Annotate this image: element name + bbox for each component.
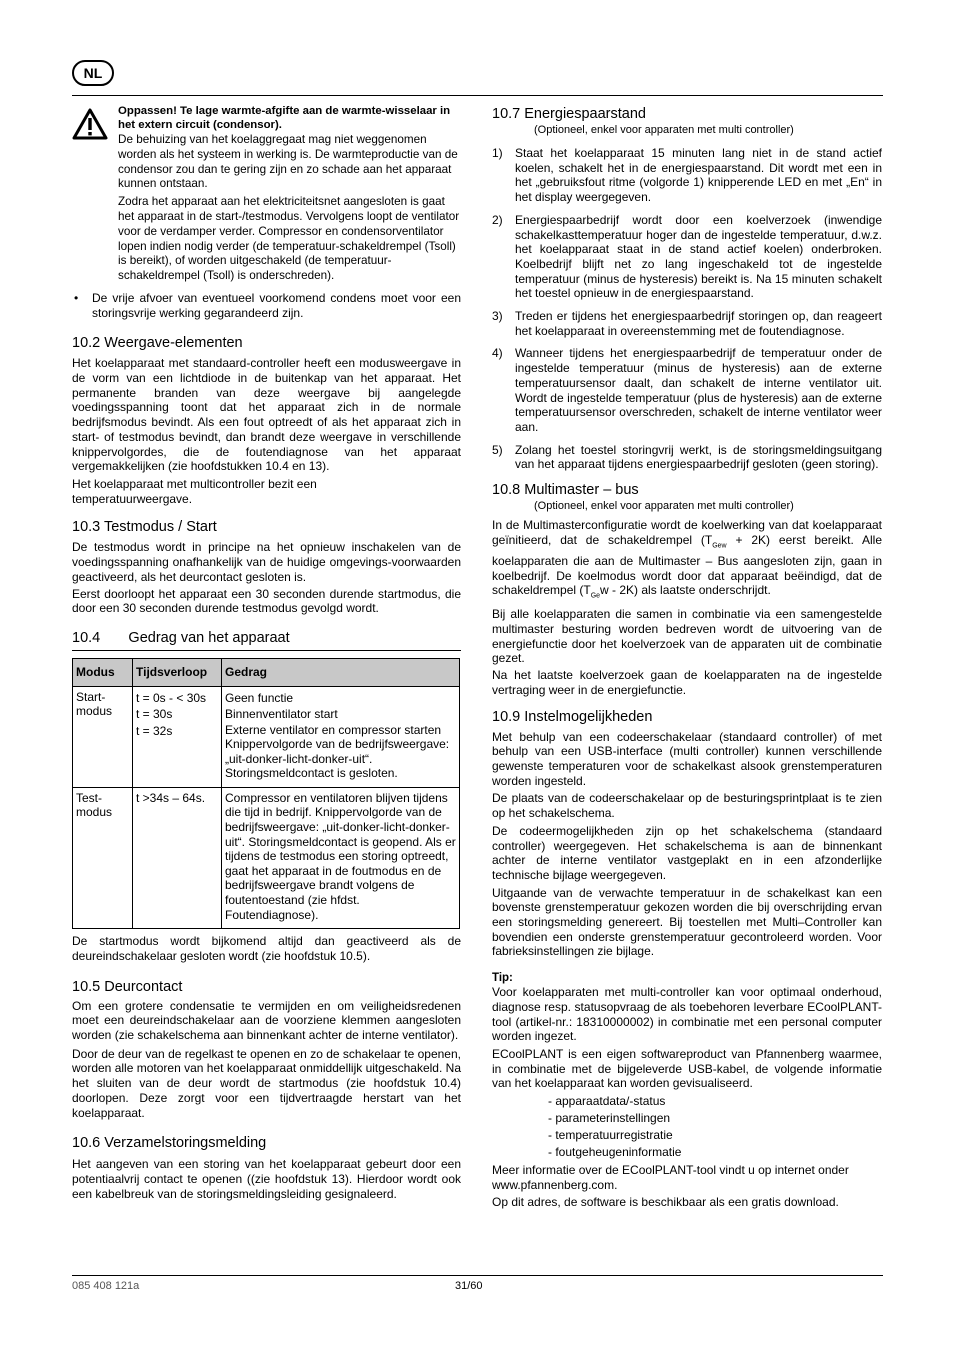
section-heading-10-2: 10.2 Weergave-elementen <box>72 335 243 352</box>
tip-label: Tip: <box>492 972 513 985</box>
paragraph: De testmodus wordt in principe na het opnieuw inschakelen van de voedingsspanning onafhankelijk van de huidige omgevings-voorwaarden geactiveerd, als het deurcontact gesloten is. <box>72 540 461 584</box>
list-item: - parameterinstellingen <box>548 1111 671 1126</box>
table-header: Tijdsverloop <box>133 658 222 686</box>
section-heading-10-9: 10.9 Instelmogelijkheden <box>492 708 653 725</box>
warning-paragraph: De behuizing van het koelaggregaat mag niet weggenomen worden als het systeem in werking is. De warmteproductie van de condensor zou dan te gering zijn en zo schade aan het apparaat kunnen ontstaan. <box>118 133 458 191</box>
table-row <box>73 686 460 787</box>
list-text: Wanneer tijdens het energiespaarbedrijf de temperatuur onder de ingestelde temperatuur (minus de hysteresis) aan de externe temperatuursensor daalt, dan schakelt de interne ventilator uit. Wordt de ingestelde temperatuur (plus de hysteresis) aan de externe temperatuursensor overschreden, schakelt de interne ventilator weer aan. <box>515 346 882 434</box>
footer-rule <box>72 1275 883 1276</box>
header-rule <box>72 95 883 96</box>
language-badge: NL <box>72 60 114 86</box>
section-heading-10-8: 10.8 Multimaster – bus <box>492 482 639 499</box>
numbered-list <box>492 146 882 472</box>
text-run: + 2K) eerst bereikt. Alle koelapparaten die aan de Multimaster – Bus aangesloten zijn, gaan in koelbedrijf. De koelmodus wordt door dat apparaat beëindigd, dat de schakeldrempel (T <box>492 532 882 598</box>
list-number: 5) <box>492 442 503 457</box>
list-item: - apparaatdata/-status <box>548 1094 666 1109</box>
tip-list <box>492 1093 882 1161</box>
warning-paragraph: Zodra het apparaat aan het elektriciteitsnet aangesloten is gaat het apparaat in de start-/testmodus. Vervolgens loopt de ventilator voor de verdamper verder. Compressor en condensorventilator lopen indien nodig verder (de temperatuur-schakeldrempel (Tsoll) is bereikt), of worden uitgeschakeld (de temperatuur-schakeldrempel (Tsoll) is onderschreden). <box>118 195 460 283</box>
table-cell: Compressor en ventilatoren blijven tijdens die tijd in bedrijf. Knippervolgorde van de bedrijfsweergave: „uit-donker-licht-donker-uit“. Storingsmeldcontact is geopend. Als er tijdens de testmodus een storing optreedt, gaat het apparaat in de foutmodus en de bedrijfsweergave brandt volgens de foutentoestand (zie hfdst. Foutendiagnose). <box>222 787 460 928</box>
table-rule <box>72 650 461 651</box>
table-header-row <box>73 658 460 686</box>
list-item <box>492 346 882 434</box>
left-column <box>72 104 461 1201</box>
list-item <box>492 443 882 472</box>
paragraph: ECoolPLANT is een eigen softwareproduct van Pfannenberg waarmee, in combinatie met de bijgeleverde USB-kabel, de volgende informatie van het koelapparaat kan worden gevisualiseerd. <box>492 1046 882 1091</box>
subscript: Gew <box>712 542 727 550</box>
list-text: Zolang het toestel storingvrij werkt, is de storingsmeldingsuitgang van het apparaat tijdens energiespaarbedrijf gesloten (geen storing). <box>515 442 882 472</box>
section-heading-10-4 <box>72 630 461 647</box>
table-cell: t >34s – 64s. <box>133 787 222 928</box>
table-header: Gedrag <box>222 658 460 686</box>
list-item <box>492 309 882 338</box>
table-cell: t = 0s - < 30s t = 30s t = 32s <box>133 686 222 787</box>
paragraph: Met behulp van een codeerschakelaar (standaard controller) of met behulp van een USB-interface (multi controller) kunnen verschillende gewenste temperaturen voor de schakelkast alsook grenstemperaturen worden ingesteld. <box>492 729 882 788</box>
list-number: 2) <box>492 212 503 227</box>
page-number: 31/60 <box>455 1280 483 1292</box>
list-item: - temperatuurregistratie <box>548 1128 673 1143</box>
list-text: Energiespaarbedrijf wordt door een koelverzoek (inwendige schakelkasttemperatuur hoger dan de ingestelde temperatuur, d.w.z. het koelapparaat staat in de stand actief koelen) onderbroken. Koelbedrijf blijft net zo lang ingeschakeld tot de ingestelde temperatuur (minus de hysteresis) bereikt is. Na 15 minuten schakelt het toestel opnieuw in de energiespaarstand. <box>515 212 882 301</box>
bullet-icon: • <box>74 290 79 305</box>
document-number: 085 408 121a <box>72 1280 140 1292</box>
list-number: 1) <box>492 146 503 160</box>
text-run: In de Multimasterconfiguratie wordt de koelwerking van dat koelapparaat geïnitieerd, dat de schakeldrempel (T <box>492 518 882 547</box>
paragraph: Meer informatie over de ECoolPLANT-tool vindt u op internet onder www.pfannenberg.com. <box>492 1163 849 1192</box>
paragraph: De startmodus wordt bijkomend altijd dan geactiveerd als de deureindschakelaar gesloten wordt (zie hoofdstuk 10.5). <box>72 934 461 963</box>
right-column <box>492 106 882 1210</box>
list-text: Treden er tijdens het energiespaarbedrijf storingen op, dan reageert het koelapparaat in overeenstemming met de foutendiagnose. <box>515 309 882 338</box>
paragraph: De codeermogelijkheden zijn op het schakelschema (standaard controller) weergegeven. Het schakelschema is aan de binnenkant achter de interne ventilator vastgeplakt en in een afzonderlijke technische bijlage weergegeven. <box>492 823 882 882</box>
table-cell <box>222 686 460 787</box>
cell-line: Externe ventilator en compressor starten Knippervolgorde van de bedrijfsweergave: „uit-donker-licht-donker-uit“. Storingsmeldcontact is gesloten. <box>225 722 450 781</box>
list-number: 4) <box>492 346 503 361</box>
section-heading-10-7: 10.7 Energiespaarstand <box>492 106 646 122</box>
paragraph: Eerst doorloopt het apparaat een 30 seconden durende startmodus, die door een 30 seconden durende testmodus gevolgd wordt. <box>72 586 461 616</box>
list-item <box>492 213 882 301</box>
paragraph <box>492 518 882 604</box>
warning-block <box>72 104 461 284</box>
list-number: 3) <box>492 309 503 324</box>
table-row <box>73 787 460 928</box>
cell-line: Binnenventilator start <box>225 707 338 722</box>
bullet-item <box>72 291 461 320</box>
paragraph: Het aangeven van een storing van het koelapparaat gebeurt door een potentiaalvrij contact te openen ((zie hoofdstuk 13). Hierdoor wordt ook een kabelbreuk van de storingsmeldingsleiding gesignaleerd. <box>72 1157 461 1201</box>
list-item <box>492 146 882 205</box>
paragraph: Door de deur van de regelkast te openen en zo de schakelaar te openen, worden alle motoren van het koelapparaat onmiddellijk uitgeschakeld. Na het sluiten van de deur wordt de startmodus (zie hoofdstuk 10.4) doorlopen. Deze zorgt voor een tijdvertraagde herstart van het koelapparaat. <box>72 1046 461 1120</box>
warning-icon <box>72 104 118 284</box>
list-item: - foutgeheugeninformatie <box>548 1145 682 1160</box>
paragraph: Op dit adres, de software is beschikbaar als een gratis download. <box>492 1195 839 1210</box>
paragraph: Na het laatste koelverzoek gaan de koelapparaten na de ingestelde vertraging weer in de energiefunctie. <box>492 668 882 697</box>
cell-line: Geen functie <box>225 690 294 705</box>
text-run: w - 2K) als laatste onderschrijdt. <box>600 583 771 598</box>
section-heading-10-6: 10.6 Verzamelstoringsmelding <box>72 1135 267 1152</box>
subscript: Ge <box>590 592 601 600</box>
behaviour-table <box>72 658 460 929</box>
paragraph: Voor koelapparaten met multi-controller kan voor optimaal onderhoud, diagnose resp. statusopvraag de als toebehoren leverbare ECoolPLANT-tool (artikel-nr.: 18310000002) in combinatie met een personal computer worden ingezet. <box>492 985 882 1044</box>
section-heading-10-3: 10.3 Testmodus / Start <box>72 519 217 536</box>
paragraph: Uitgaande van de verwachte temperatuur in de schakelkast kan een bovenste grenstemperatuur gekozen worden die bij overschrijding ervan een storingsmelding genereert. Bij toestellen met Multi–Controller kan bovendien een onderste grenstemperatuur gecontroleerd worden. Voor fabrieksinstellingen zie bijlage. <box>492 885 882 959</box>
section-heading-text: 10.4 Gedrag van het apparaat <box>72 629 290 646</box>
warning-title: Oppassen! Te lage warmte-afgifte aan de warmte-wisselaar in het extern circuit (condensor). <box>118 105 451 131</box>
table-cell: Test- modus <box>73 787 133 928</box>
table-cell: Start- modus <box>73 686 133 787</box>
paragraph: Om een grotere condensatie te vermijden en om veiligheidsredenen moet een deureindschakelaar aan de voorziene klemmen aangesloten worden (zie schakelschema aan binnenkant achter de interne ventilator). <box>72 998 461 1043</box>
section-subtitle: (Optioneel, enkel voor apparaten met multi controller) <box>534 124 794 136</box>
paragraph: Bij alle koelapparaten die samen in combinatie via een samengestelde multimaster besturing worden bedreven wordt de uitvoering van de energiefunctie door het koelverzoek van de apparaten uit de combinatie gezet. <box>492 607 882 666</box>
paragraph: De plaats van de codeerschakelaar op de besturingsprintplaat is te zien op het schakelschema. <box>492 791 882 821</box>
paragraph: Het koelapparaat met multicontroller bezit een temperatuurweergave. <box>72 477 317 506</box>
section-subtitle: (Optioneel, enkel voor apparaten met multi controller) <box>534 500 794 513</box>
section-heading-10-5: 10.5 Deurcontact <box>72 978 183 995</box>
table-header: Modus <box>73 658 133 686</box>
bullet-text: De vrije afvoer van eventueel voorkomend condens moet voor een storingsvrije werking gegarandeerd zijn. <box>92 290 461 320</box>
paragraph: Het koelapparaat met standaard-controller heeft een modusweergave in de vorm van een lichtdiode in de buitenkap van het apparaat. Het permanente branden van deze weergave bij aangelegde voedingsspanning toont dat het apparaat zich in de normale bedrijfsmodus bevindt. Als een fout optreedt of als het apparaat zich in start- of testmodus bevindt, dan brandt deze weergave in verschillende knippervolgordes, die de foutendiagnose van het apparaat vergemakkelijken (zie hoofdstukken 10.4 en 13). <box>72 356 461 474</box>
list-text: Staat het koelapparaat 15 minuten lang niet in de stand actief koelen, schakelt het in de energiespaarstand. Dit wordt met een in het „gebruiksfout ritme (volgorde 1) knipperende LED en met „En“ in het display weergegeven. <box>515 146 882 205</box>
